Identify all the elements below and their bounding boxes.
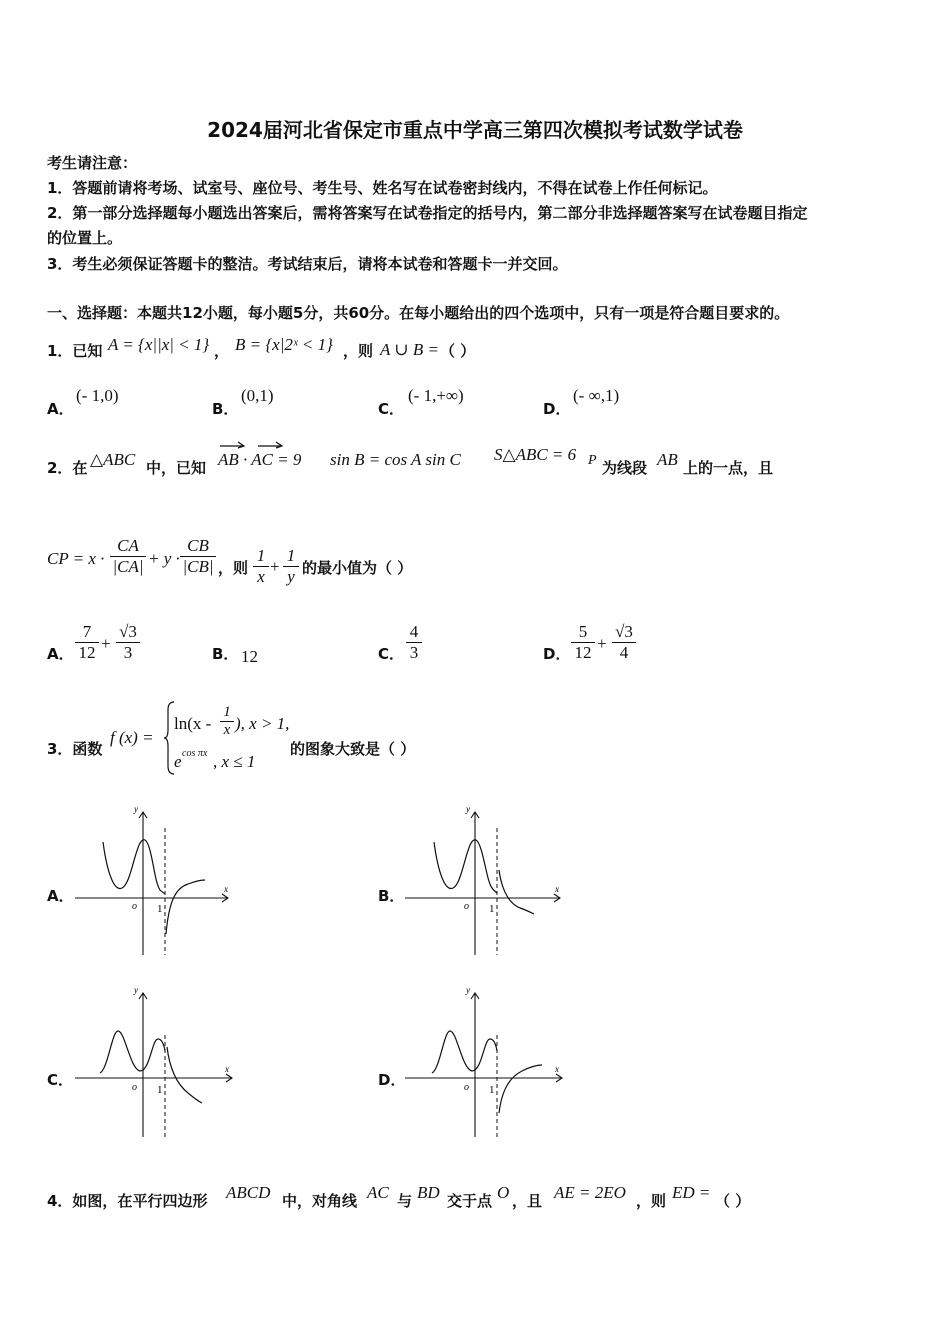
q4-and2: ，且 xyxy=(512,1192,543,1210)
q4-o: O xyxy=(497,1183,510,1202)
graph-a-x-label: x xyxy=(224,884,228,894)
q2-option-a-label: A． xyxy=(47,645,74,663)
graph-c-x-label: x xyxy=(225,1064,229,1074)
q3-case2: e xyxy=(174,752,182,771)
q3-case1-tail: ), x > 1, xyxy=(235,714,290,733)
q4-stem: 4．如图，在平行四边形 xyxy=(47,1192,208,1210)
graph-d-right-curve xyxy=(499,1065,542,1113)
q4-then: ，则 xyxy=(636,1192,667,1210)
q3-ask: 的图象大致是（ ） xyxy=(290,740,416,758)
graph-d-x-axis xyxy=(405,1074,562,1082)
q2-option-d-label: D． xyxy=(543,645,571,663)
graph-c-x-axis xyxy=(75,1074,232,1082)
graph-b-y-axis xyxy=(471,812,479,955)
q2-ask: 的最小值为（ ） xyxy=(302,559,413,577)
q2-option-a-plus: + xyxy=(101,634,111,653)
q4-mid: 中，对角线 xyxy=(282,1192,358,1210)
graph-d-x-label: x xyxy=(555,1064,559,1074)
vector-arrows xyxy=(218,440,288,448)
q1-option-c-label: C． xyxy=(378,400,405,418)
q4-paren: （ ） xyxy=(715,1192,751,1210)
notice-item-1: 1．答题前请将考场、试室号、座位号、考生号、姓名写在试卷密封线内，不得在试卷上作任何标记。 xyxy=(47,179,718,197)
q2-option-d-frac2 xyxy=(612,622,636,663)
q2-cb-fraction xyxy=(180,536,216,577)
graph-d-label: D． xyxy=(378,1071,406,1089)
q2-then: ，则 xyxy=(218,559,249,577)
q1-comma: ， xyxy=(214,342,230,360)
graph-b-x-label: x xyxy=(555,884,559,894)
q2-ca-fraction xyxy=(110,536,146,577)
graph-a-x-axis xyxy=(75,894,228,902)
graph-a xyxy=(70,800,240,960)
q2-frac-1-y-num: 1 xyxy=(283,546,299,567)
q2-option-b-value: 12 xyxy=(241,647,258,666)
q4-ae: AE = 2EO xyxy=(554,1183,626,1202)
q1-option-d-value: (- ∞,1) xyxy=(573,386,620,405)
q2-area: S△ABC = 6 xyxy=(494,445,577,464)
q4-abcd: ABCD xyxy=(226,1183,271,1202)
graph-c-y-label: y xyxy=(134,985,138,995)
q2-option-a-frac2-num: √3 xyxy=(116,622,140,643)
graph-d-one: 1 xyxy=(489,1084,495,1096)
q1-option-b-label: B． xyxy=(212,400,239,418)
notice-heading: 考生请注意： xyxy=(47,154,138,172)
q2-option-c-frac xyxy=(406,622,422,663)
q1-option-a-label: A． xyxy=(47,400,74,418)
notice-item-2: 2．第一部分选择题每小题选出答案后，需将答案写在试卷指定的括号内，第二部分非选择题答案写在试卷题目指定 xyxy=(47,204,808,222)
graph-d xyxy=(400,985,570,1145)
graph-c xyxy=(70,985,240,1145)
q2-cb-numerator: CB xyxy=(180,536,216,557)
q2-segment: 为线段 xyxy=(602,459,648,477)
q1-then: ，则 xyxy=(343,342,374,360)
q2-option-c-label: C． xyxy=(378,645,405,663)
q2-option-d-frac1-den: 12 xyxy=(574,643,592,662)
q2-option-a-frac1-num: 7 xyxy=(75,622,99,643)
graph-c-y-axis xyxy=(139,993,147,1137)
graph-a-left-curve xyxy=(103,840,165,894)
q2-sin-relation: sin B = cos A sin C xyxy=(330,450,461,469)
q1-option-b-value: (0,1) xyxy=(241,386,274,405)
graph-d-left-curve xyxy=(432,1031,497,1073)
graph-d-origin: o xyxy=(464,1082,469,1093)
graph-b-left-curve xyxy=(434,840,497,893)
q3-case1-num: 1 xyxy=(220,704,234,722)
q2-option-c-den: 3 xyxy=(409,643,419,662)
q2-frac-1-x-den: x xyxy=(257,567,265,586)
graph-c-label: C． xyxy=(47,1071,74,1089)
q1-option-a-value: (- 1,0) xyxy=(76,386,119,405)
q4-ac: AC xyxy=(367,1183,389,1202)
q2-option-d-frac1-num: 5 xyxy=(571,622,595,643)
graph-c-right-curve xyxy=(167,1047,202,1103)
q2-ca-denominator: |CA| xyxy=(112,557,144,576)
q2-frac-1-x xyxy=(253,546,269,587)
graph-b-right-curve xyxy=(499,870,534,914)
q3-case2-tail: , x ≤ 1 xyxy=(213,752,256,771)
graph-d-y-axis xyxy=(471,993,479,1137)
q2-frac-1-y-den: y xyxy=(287,567,295,586)
graph-a-y-label: y xyxy=(134,804,138,814)
graph-b-label: B． xyxy=(378,887,405,905)
graph-a-one: 1 xyxy=(157,903,163,915)
q2-ca-numerator: CA xyxy=(110,536,146,557)
q2-frac-1-x-num: 1 xyxy=(253,546,269,567)
graph-b-one: 1 xyxy=(489,903,495,915)
graph-b xyxy=(400,800,570,960)
q1-set-a: A = {x||x| < 1} xyxy=(108,335,210,354)
graph-b-origin: o xyxy=(464,901,469,912)
q2-tail: 上的一点，且 xyxy=(683,459,774,477)
q2-option-a-frac2 xyxy=(116,622,140,663)
q2-plus: + xyxy=(270,557,280,576)
graph-d-y-label: y xyxy=(466,985,470,995)
graph-a-y-axis xyxy=(139,812,147,955)
section-heading: 一、选择题：本题共12小题，每小题5分，共60分。在每小题给出的四个选项中，只有一项是符合题目要求的。 xyxy=(47,304,790,322)
page-title: 2024届河北省保定市重点中学高三第四次模拟考试数学试卷 xyxy=(207,118,743,142)
notice-item-3: 3．考生必须保证答题卡的整洁。考试结束后，请将本试卷和答题卡一并交回。 xyxy=(47,255,568,273)
graph-a-label: A． xyxy=(47,887,74,905)
graph-c-origin: o xyxy=(132,1082,137,1093)
q3-case1-frac xyxy=(220,704,234,739)
q2-cp: CP = x · xyxy=(47,549,105,568)
q2-option-d-frac1 xyxy=(571,622,595,663)
q1-paren: （ ） xyxy=(440,342,476,360)
q2-ab: AB xyxy=(657,450,678,469)
q2-stem: 2．在 xyxy=(47,459,88,477)
graph-c-left-curve xyxy=(100,1031,165,1073)
q2-option-c-num: 4 xyxy=(406,622,422,643)
graph-c-one: 1 xyxy=(157,1084,163,1096)
graph-b-y-label: y xyxy=(466,804,470,814)
q1-option-d-label: D． xyxy=(543,400,571,418)
q2-plus-y: + y · xyxy=(148,549,180,568)
q3-case1: ln(x - xyxy=(174,714,212,733)
q4-cross: 交于点 xyxy=(447,1192,493,1210)
q3-stem: 3．函数 xyxy=(47,740,103,758)
q2-known: 中，已知 xyxy=(146,459,207,477)
notice-item-2-cont: 的位置上。 xyxy=(47,229,123,247)
q2-option-d-frac2-num: √3 xyxy=(612,622,636,643)
q3-fx: f (x) = xyxy=(110,728,154,747)
q3-case2-exponent: cos πx xyxy=(182,748,208,759)
q1-stem: 1．已知 xyxy=(47,342,103,360)
q4-bd: BD xyxy=(417,1183,440,1202)
q2-point-p: P xyxy=(588,453,597,468)
q2-option-a-frac1-den: 12 xyxy=(78,643,96,662)
q2-cb-denominator: |CB| xyxy=(182,557,214,576)
q2-option-a-frac2-den: 3 xyxy=(123,643,133,662)
q2-option-b-label: B． xyxy=(212,645,239,663)
q2-option-d-plus: + xyxy=(597,634,607,653)
q1-expr: A ∪ B = xyxy=(380,340,439,359)
q1-option-c-value: (- 1,+∞) xyxy=(408,386,464,405)
graph-a-right-curve xyxy=(166,880,205,934)
q2-triangle: △ABC xyxy=(90,450,136,469)
q2-frac-1-y xyxy=(283,546,299,587)
q3-case1-den: x xyxy=(223,722,231,738)
q2-option-d-frac2-den: 4 xyxy=(619,643,629,662)
graph-b-x-axis xyxy=(405,894,560,902)
q1-set-b: B = {x|2ˣ < 1} xyxy=(235,335,333,354)
q4-and: 与 xyxy=(397,1192,413,1210)
q2-option-a-frac1 xyxy=(75,622,99,663)
graph-a-origin: o xyxy=(132,901,137,912)
q4-ed: ED = xyxy=(672,1183,711,1202)
q2-dot-product: AB · AC = 9 xyxy=(218,450,302,469)
